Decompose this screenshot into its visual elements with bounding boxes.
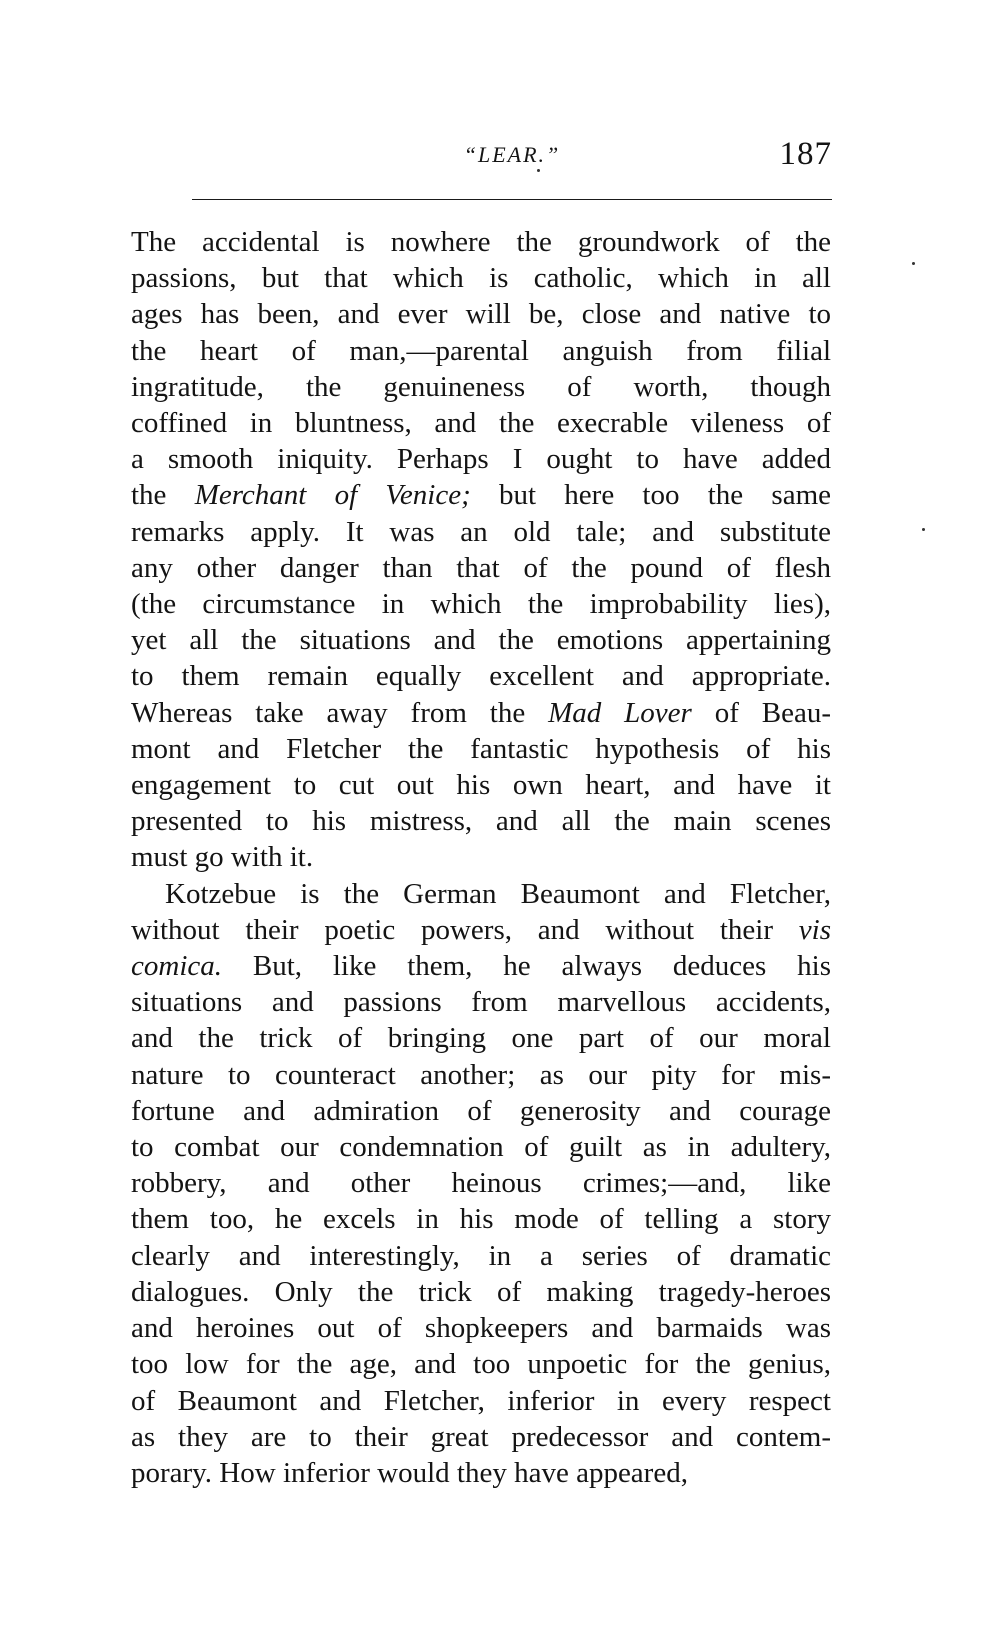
text-line: presented to his mistress, and all the main scenes (131, 805, 831, 838)
body-text (131, 224, 831, 1491)
paragraph (131, 224, 831, 876)
text-line: to them remain equally excellent and appropriate. (131, 660, 831, 693)
text-line: engagement to cut out his own heart, and have it (131, 769, 831, 802)
italic-text: comica. (131, 950, 222, 983)
text-line: and the trick of bringing one part of our moral (131, 1022, 831, 1055)
text-line: passions, but that which is catholic, which in all (131, 262, 831, 295)
running-title: “LEAR.” (463, 142, 561, 167)
text-line: situations and passions from marvellous accidents, (131, 986, 831, 1019)
text-line: too low for the age, and too unpoetic for the genius, (131, 1348, 831, 1381)
text-line: nature to counteract another; as our pity for mis- (131, 1058, 831, 1091)
page-number: 187 (779, 136, 832, 172)
text-line: (the circumstance in which the improbability lies), (131, 588, 831, 621)
text-line: and heroines out of shopkeepers and barmaids was (131, 1312, 831, 1345)
print-speck (912, 262, 915, 265)
running-head (192, 136, 832, 184)
paragraph (131, 876, 831, 1491)
text-line: as they are to their great predecessor and contem- (131, 1420, 831, 1453)
text-line: them too, he excels in his mode of telling a story (131, 1203, 831, 1236)
text-line: Whereas take away from the Mad Lover of Beau- (131, 696, 831, 729)
header-rule (192, 199, 832, 200)
print-speck (922, 528, 925, 531)
text-line: clearly and interestingly, in a series of dramatic (131, 1239, 831, 1272)
italic-text: Mad Lover (548, 696, 692, 729)
text-line: of Beaumont and Fletcher, inferior in every respect (131, 1384, 831, 1417)
text-line: any other danger than that of the pound of flesh (131, 551, 831, 584)
text-line: ingratitude, the genuineness of worth, though (131, 370, 831, 403)
text-line: ages has been, and ever will be, close and native to (131, 298, 831, 331)
italic-text: Merchant of Venice; (194, 479, 471, 512)
print-speck (537, 169, 540, 172)
text-line: to combat our condemnation of guilt as in adultery, (131, 1131, 831, 1164)
text-line: the heart of man,—parental anguish from filial (131, 334, 831, 367)
italic-text: vis (798, 913, 831, 946)
text-line: comica. But, like them, he always deduces his (131, 950, 831, 983)
text-line: the Merchant of Venice; but here too the same (131, 479, 831, 512)
text-line: without their poetic powers, and without their vis (131, 913, 831, 946)
text-line: fortune and admiration of generosity and courage (131, 1094, 831, 1127)
text-line: yet all the situations and the emotions appertaining (131, 624, 831, 657)
text-line: The accidental is nowhere the groundwork of the (131, 226, 831, 258)
text-line: must go with it. (131, 841, 314, 874)
text-line: robbery, and other heinous crimes;—and, like (131, 1167, 831, 1200)
text-line: a smooth iniquity. Perhaps I ought to have added (131, 443, 831, 476)
text-line: Kotzebue is the German Beaumont and Fletcher, (165, 877, 831, 910)
text-line: mont and Fletcher the fantastic hypothesis of his (131, 732, 831, 765)
text-line: porary. How inferior would they have appeared, (131, 1456, 688, 1489)
text-line: coffined in bluntness, and the execrable vileness of (131, 407, 831, 440)
text-line: remarks apply. It was an old tale; and substitute (131, 515, 831, 548)
text-line: dialogues. Only the trick of making tragedy-heroes (131, 1275, 831, 1308)
